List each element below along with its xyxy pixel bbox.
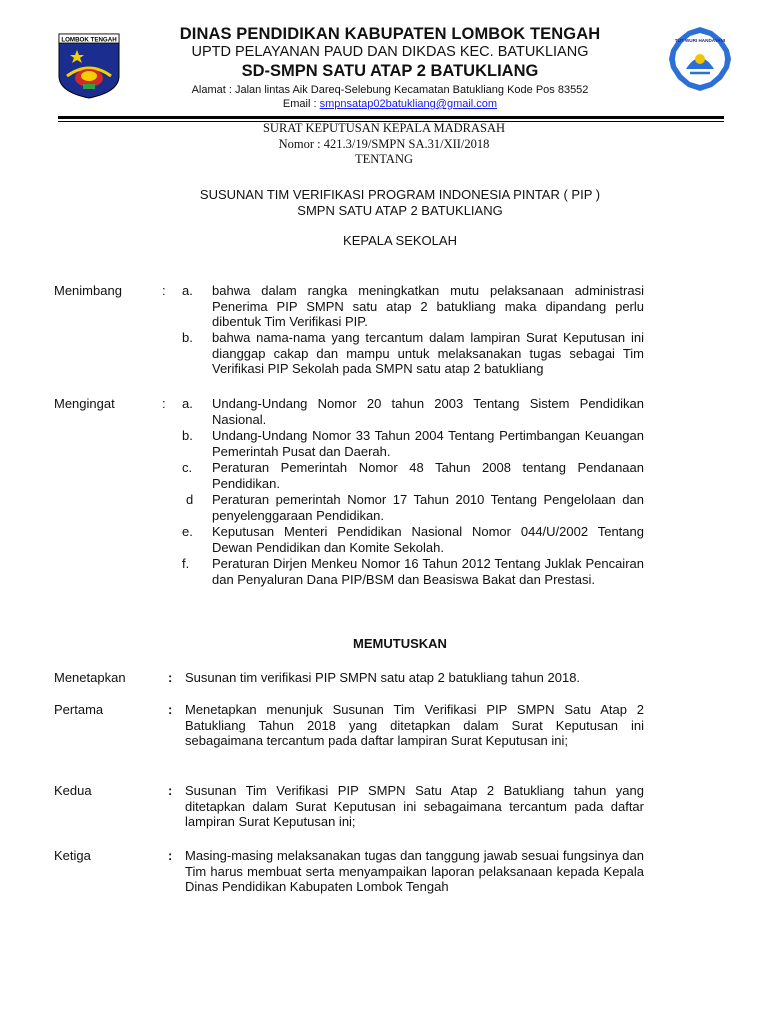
subject-line-2: SMPN SATU ATAP 2 BATUKLIANG: [297, 203, 503, 218]
decree-subject: [0, 187, 768, 219]
item-text: Peraturan Pemerintah Nomor 48 Tahun 2008 tentang Pendanaan Pendidikan.: [212, 460, 644, 491]
menimbang-colon: :: [162, 283, 166, 298]
item-text: bahwa dalam rangka meningkatkan mutu pelaksanaan administrasi Penerima PIP SMPN satu atap 2 batukliang maka dipandang perlu dibentuk Tim Verifikasi PIP.: [212, 283, 644, 330]
decision-label: Menetapkan: [54, 670, 126, 685]
email-label: Email :: [282, 98, 320, 110]
email-link[interactable]: smpnsatap02batukliang@gmail.com: [319, 98, 498, 110]
emblem-text: LOMBOK TENGAH: [61, 36, 117, 44]
letterhead-thick-rule: [58, 116, 724, 119]
item-text: bahwa nama-nama yang tercantum dalam lampiran Surat Keputusan ini dianggap cakap dan mampu untuk melaksanakan tugas sebagai Tim Verifikasi PIP Sekolah pada SMPN satu atap 2 batukliang: [212, 330, 644, 377]
decree-type: SURAT KEPUTUSAN KEPALA MADRASAH: [262, 121, 506, 135]
decision-text: Susunan tim verifikasi PIP SMPN satu atap 2 batukliang tahun 2018.: [185, 670, 581, 685]
item-marker: c.: [182, 460, 193, 475]
subject-line-1: SUSUNAN TIM VERIFIKASI PROGRAM INDONESIA PINTAR ( PIP ): [199, 187, 601, 202]
email-line: [140, 97, 640, 111]
decision-label: Kedua: [54, 783, 92, 798]
mengingat-label: Mengingat: [54, 396, 115, 411]
item-marker: b.: [182, 330, 193, 345]
item-text: Peraturan pemerintah Nomor 17 Tahun 2010 Tentang Pengelolaan dan penyelenggaraan Pendidikan.: [212, 492, 644, 523]
agency-name: DINAS PENDIDIKAN KABUPATEN LOMBOK TENGAH: [179, 25, 601, 43]
decision-heading: MEMUTUSKAN: [353, 636, 447, 651]
decree-about: TENTANG: [354, 152, 413, 166]
decision-colon: :: [168, 670, 173, 685]
decision-colon: :: [168, 783, 173, 798]
decision-text: Susunan Tim Verifikasi PIP SMPN Satu Atap 2 Batukliang tahun yang ditetapkan dalam Surat Keputusan ini sebagaimana tercantum pada daftar lampiran Surat Keputusan ini;: [185, 783, 644, 830]
item-text: Keputusan Menteri Pendidikan Nasional Nomor 044/U/2002 Tentang Dewan Pendidikan dan Komite Sekolah.: [212, 524, 644, 555]
decree-number: Nomor : 421.3/19/SMPN SA.31/XII/2018: [278, 136, 490, 151]
unit-name: UPTD PELAYANAN PAUD DAN DIKDAS KEC. BATUKLIANG: [191, 44, 589, 60]
item-marker: d: [186, 492, 194, 507]
mengingat-colon: :: [162, 396, 166, 411]
tut-wuri-handayani-emblem: [666, 25, 734, 93]
item-marker: f.: [182, 556, 190, 571]
menimbang-label: Menimbang: [54, 283, 122, 298]
decision-label: Ketiga: [54, 848, 91, 863]
letterhead: [140, 24, 640, 111]
decision-label: Pertama: [54, 702, 104, 717]
decision-text: Menetapkan menunjuk Susunan Tim Verifikasi PIP SMPN Satu Atap 2 Batukliang Tahun 2018 yang ditetapkan dalam Surat Keputusan ini sebagaimana tercantum pada daftar lampiran Surat Keputusan ini;: [185, 702, 644, 749]
decree-title: [0, 121, 768, 168]
item-marker: a.: [182, 396, 193, 411]
school-name: SD-SMPN SATU ATAP 2 BATUKLIANG: [241, 62, 539, 80]
item-text: Undang-Undang Nomor 33 Tahun 2004 Tentang Pertimbangan Keuangan Pemerintah Pusat dan Daerah.: [212, 428, 644, 459]
lombok-tengah-emblem: [57, 32, 121, 100]
item-text: Peraturan Dirjen Menkeu Nomor 16 Tahun 2012 Tentang Juklak Pencairan dan Penyaluran Dana PIP/BSM dan Beasiswa Bakat dan Prestasi.: [212, 556, 644, 587]
decision-colon: :: [168, 848, 173, 863]
authority-heading: KEPALA SEKOLAH: [343, 233, 457, 248]
item-marker: e.: [182, 524, 193, 539]
decision-colon: :: [168, 702, 173, 717]
emblem-motto: TUT WURI HANDAYANI: [674, 38, 726, 43]
item-marker: a.: [182, 283, 193, 298]
item-marker: b.: [182, 428, 193, 443]
decision-text: Masing-masing melaksanakan tugas dan tanggung jawab sesuai fungsinya dan Tim harus membuat serta menyampaikan laporan pelaksanaan kepada Kepala Dinas Pendidikan Kabupaten Lombok Tengah: [185, 848, 644, 895]
item-text: Undang-Undang Nomor 20 tahun 2003 Tentang Sistem Pendidikan Nasional.: [212, 396, 644, 427]
school-address: Alamat : Jalan lintas Aik Dareq-Selebung Kecamatan Batukliang Kode Pos 83552: [191, 84, 589, 96]
